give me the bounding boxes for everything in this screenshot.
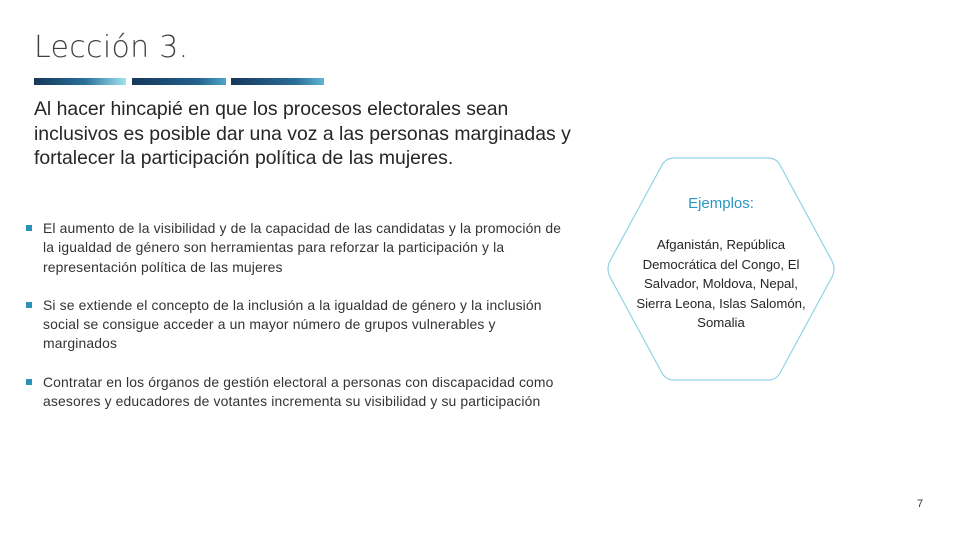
bullet-text: El aumento de la visibilidad y de la capacidad de las candidatas y la promoción de la igualdad de género son herramientas para reforzar la participación y la representación política de las mujeres (43, 220, 562, 275)
bullet-text: Si se extiende el concepto de la inclusión a la igualdad de género y la inclusión social se consigue acceder a un mayor número de grupos vulnerables y marginados (43, 296, 542, 352)
page-number: 7 (917, 498, 924, 510)
bullet-item (26, 219, 566, 277)
title-accent-bar (132, 78, 226, 85)
bullet-item (26, 296, 566, 354)
examples-heading: Ejemplos: (688, 195, 754, 212)
slide-title: Lección 3. (34, 30, 189, 65)
bullet-text: Contratar en los órganos de gestión electoral a personas con discapacidad como asesores y educadores de votantes incrementa su visibilidad y su participación (43, 373, 554, 410)
square-bullet-icon (26, 379, 32, 385)
examples-text: Afganistán, República Democrática del Congo, El Salvador, Moldova, Nepal, Sierra Leona, Islas Salomón, Somalia (636, 237, 806, 330)
lead-paragraph: Al hacer hincapié en que los procesos electorales sean inclusivos es posible dar una voz a las personas marginadas y fortalecer la participación política de las mujeres. (34, 98, 571, 169)
square-bullet-icon (26, 302, 32, 308)
title-accent-bar (231, 78, 324, 85)
square-bullet-icon (26, 225, 32, 231)
bullet-item (26, 373, 566, 412)
title-accent-bar (34, 78, 126, 85)
bullet-list (26, 219, 566, 411)
examples-hexagon (604, 157, 838, 381)
